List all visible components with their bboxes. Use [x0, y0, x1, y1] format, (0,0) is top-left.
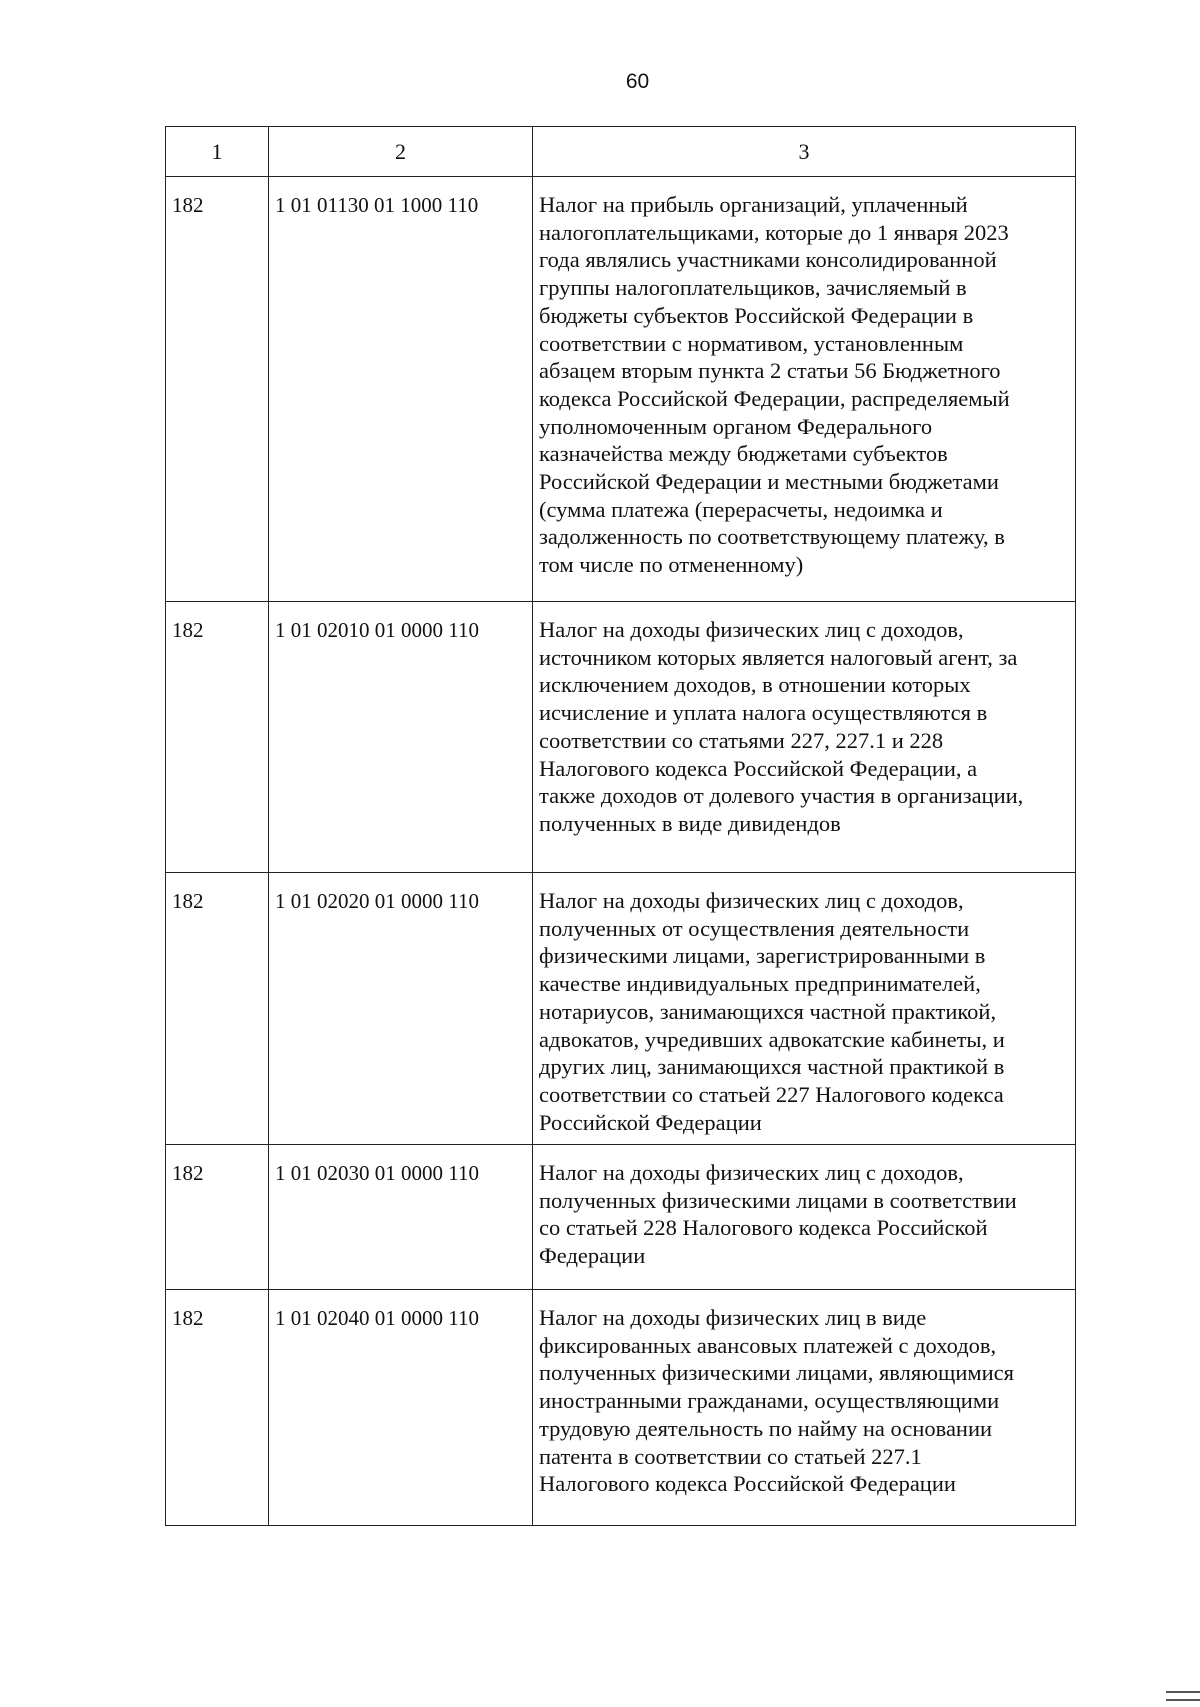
table-row	[166, 1290, 1076, 1526]
kbk-code-cell: 1 01 02020 01 0000 110	[269, 873, 533, 1145]
scan-edge-marks	[1160, 1687, 1200, 1707]
admin-code-cell: 182	[166, 1290, 269, 1526]
page-number: 60	[625, 70, 650, 93]
scan-mark-line	[1166, 1699, 1200, 1701]
kbk-code-cell: 1 01 02030 01 0000 110	[269, 1145, 533, 1290]
table-row	[166, 1145, 1076, 1290]
column-header-3: 3	[533, 127, 1076, 177]
kbk-code-cell: 1 01 02040 01 0000 110	[269, 1290, 533, 1526]
admin-code-cell: 182	[166, 177, 269, 602]
description-cell: Налог на доходы физических лиц с доходов, полученных физическими лицами в соответствии со статьей 228 Налогового кодекса Российской Федерации	[533, 1145, 1076, 1290]
admin-code-cell: 182	[166, 1145, 269, 1290]
description-cell: Налог на доходы физических лиц с доходов, полученных от осуществления деятельности физическими лицами, зарегистрированными в качестве индивидуальных предпринимателей, нотариусов, занимающихся частной практикой, адвокатов, учредивших адвокатские кабинеты, и других лиц, занимающихся частной практикой в соответствии со статьей 227 Налогового кодекса Российской Федерации	[533, 873, 1076, 1145]
table-row	[166, 177, 1076, 602]
table-header-row	[166, 127, 1076, 177]
column-header-1: 1	[166, 127, 269, 177]
description-cell: Налог на доходы физических лиц с доходов, источником которых является налоговый агент, за исключением доходов, в отношении которых исчисление и уплата налога осуществляются в соответствии со статьями 227, 227.1 и 228 Налогового кодекса Российской Федерации, а также доходов от долевого участия в организации, полученных в виде дивидендов	[533, 602, 1076, 873]
description-cell: Налог на прибыль организаций, уплаченный налогоплательщиками, которые до 1 января 2023 года являлись участниками консолидированной группы налогоплательщиков, зачисляемый в бюджеты субъектов Российской Федерации в соответствии с нормативом, установленным абзацем вторым пункта 2 статьи 56 Бюджетного кодекса Российской Федерации, распределяемый уполномоченным органом Федерального казначейства между бюджетами субъектов Российской Федерации и местными бюджетами (сумма платежа (перерасчеты, недоимка и задолженность по соответствующему платежу, в том числе по отмененному)	[533, 177, 1076, 602]
admin-code-cell: 182	[166, 602, 269, 873]
description-cell: Налог на доходы физических лиц в виде фиксированных авансовых платежей с доходов, полученных физическими лицами, являющимися иностранными гражданами, осуществляющими трудовую деятельность по найму на основании патента в соответствии со статьей 227.1 Налогового кодекса Российской Федерации	[533, 1290, 1076, 1526]
table-row	[166, 602, 1076, 873]
revenue-codes-table	[165, 126, 1076, 1526]
admin-code-cell: 182	[166, 873, 269, 1145]
scan-mark-line	[1166, 1691, 1200, 1693]
table-row	[166, 873, 1076, 1145]
kbk-code-cell: 1 01 02010 01 0000 110	[269, 602, 533, 873]
column-header-2: 2	[269, 127, 533, 177]
kbk-code-cell: 1 01 01130 01 1000 110	[269, 177, 533, 602]
